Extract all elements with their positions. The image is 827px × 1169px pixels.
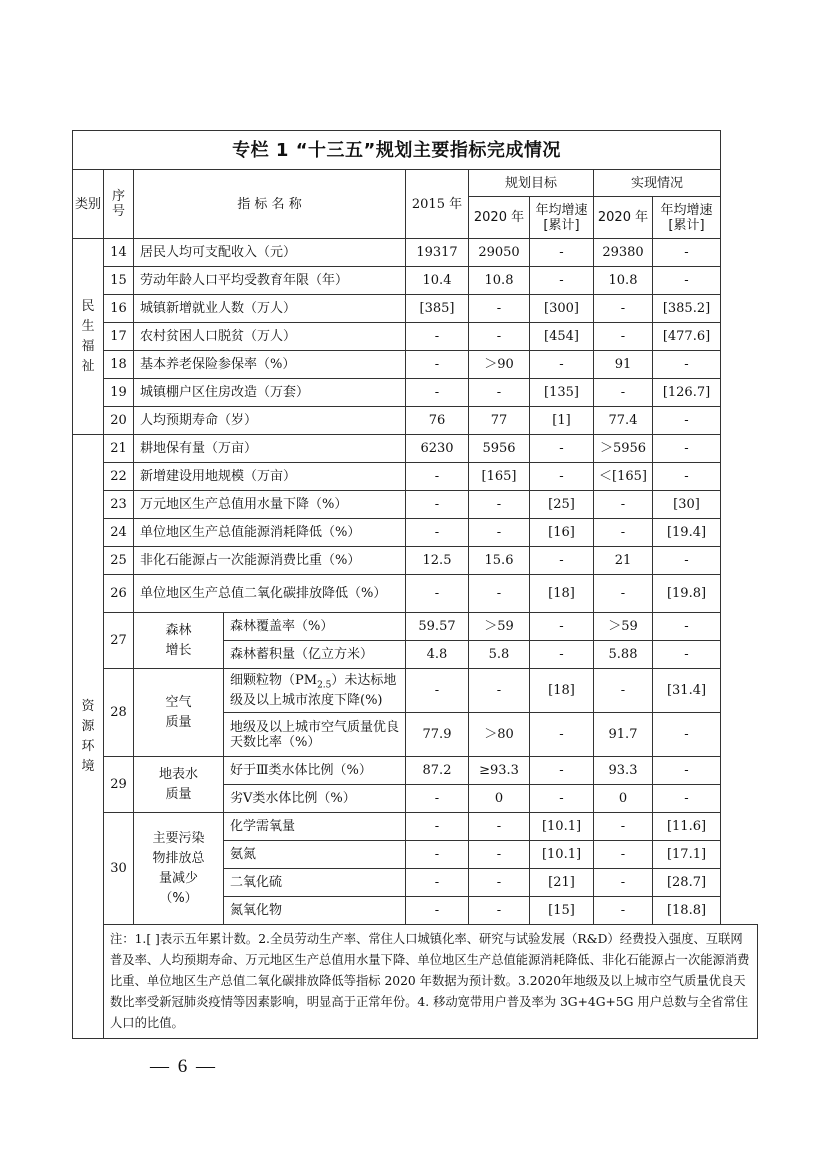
- cell-act-growth: -: [653, 239, 721, 267]
- cell-act2020: 29380: [594, 239, 653, 267]
- cell-act-growth: [11.6]: [653, 813, 721, 841]
- cell-v2015: -: [406, 519, 469, 547]
- header-no: 序号: [104, 170, 134, 239]
- cell-act2020: -: [594, 379, 653, 407]
- header-category: 类别: [73, 170, 104, 239]
- table-row: [73, 407, 758, 435]
- cell-plan-growth: -: [530, 463, 594, 491]
- table-note: 注：1.[ ]表示五年累计数。2.全员劳动生产率、常住人口城镇化率、研究与试验发展（R&D）经费投入强度、互联网普及率、人均预期寿命、万元地区生产总值用水量下降、单位地区生产总值能源消耗降低、非化石能源占一次能源消费比重、单位地区生产总值二氧化碳排放降低等指标 2020 年数据为预计数。3.2020年地级及以上城市空气质量优良天数比率受新冠肺炎疫情等因素影响，明显高于正常年份。4. 移动宽带用户普及率为 3G+4G+5G 用户总数与全省常住人口的比值。: [104, 925, 758, 1039]
- cell-indicator: 居民人均可支配收入（元）: [134, 239, 406, 267]
- subgroup-forest: 森林增长: [134, 613, 224, 669]
- table-row: [73, 267, 758, 295]
- table-row: [73, 379, 758, 407]
- cell-plan-growth: [1]: [530, 407, 594, 435]
- cell-indicator: 农村贫困人口脱贫（万人）: [134, 323, 406, 351]
- cell-act-growth: -: [653, 713, 721, 757]
- cell-indicator: 氮氧化物: [224, 897, 406, 925]
- cell-indicator: 非化石能源占一次能源消费比重（%）: [134, 547, 406, 575]
- cell-act-growth: [18.8]: [653, 897, 721, 925]
- table-row: [73, 613, 758, 641]
- cell-act-growth: -: [653, 785, 721, 813]
- cell-no: 29: [104, 757, 134, 813]
- category-welfare: 民生福祉: [73, 239, 104, 435]
- cell-act2020: 0: [594, 785, 653, 813]
- table-row: [73, 757, 758, 785]
- cell-v2015: 77.9: [406, 713, 469, 757]
- cell-indicator: 新增建设用地规模（万亩）: [134, 463, 406, 491]
- cell-plan2020: ＞90: [469, 351, 530, 379]
- cell-plan-growth: [15]: [530, 897, 594, 925]
- table-row: [73, 295, 758, 323]
- category-resources: 资源环境: [73, 435, 104, 1039]
- cell-act2020: -: [594, 897, 653, 925]
- cell-indicator: 地级及以上城市空气质量优良天数比率（%）: [224, 713, 406, 757]
- cell-v2015: -: [406, 841, 469, 869]
- cell-plan-growth: -: [530, 613, 594, 641]
- cell-plan-growth: [10.1]: [530, 813, 594, 841]
- cell-plan2020: ＞59: [469, 613, 530, 641]
- cell-plan2020: 0: [469, 785, 530, 813]
- cell-act-growth: [31.4]: [653, 669, 721, 713]
- indicator-table: [72, 130, 758, 1039]
- table-row: [73, 669, 758, 713]
- cell-plan-growth: -: [530, 757, 594, 785]
- cell-act2020: -: [594, 575, 653, 613]
- cell-indicator: 人均预期寿命（岁）: [134, 407, 406, 435]
- cell-indicator: 氨氮: [224, 841, 406, 869]
- cell-plan-growth: -: [530, 239, 594, 267]
- cell-act2020: -: [594, 519, 653, 547]
- cell-v2015: -: [406, 897, 469, 925]
- cell-plan-growth: -: [530, 267, 594, 295]
- subgroup-water: 地表水质量: [134, 757, 224, 813]
- cell-plan2020: ＞80: [469, 713, 530, 757]
- cell-no: 27: [104, 613, 134, 669]
- cell-plan2020: -: [469, 491, 530, 519]
- cell-indicator: 单位地区生产总值能源消耗降低（%）: [134, 519, 406, 547]
- cell-indicator: 城镇棚户区住房改造（万套）: [134, 379, 406, 407]
- cell-plan-growth: -: [530, 713, 594, 757]
- cell-act-growth: [477.6]: [653, 323, 721, 351]
- cell-plan-growth: -: [530, 351, 594, 379]
- header-actual-2020: 2020 年: [594, 197, 653, 239]
- cell-plan2020: 5956: [469, 435, 530, 463]
- cell-v2015: -: [406, 869, 469, 897]
- cell-act-growth: [19.8]: [653, 575, 721, 613]
- cell-plan2020: [165]: [469, 463, 530, 491]
- table-row: [73, 463, 758, 491]
- cell-indicator: 好于Ⅲ类水体比例（%）: [224, 757, 406, 785]
- cell-plan2020: -: [469, 669, 530, 713]
- table-row: [73, 239, 758, 267]
- cell-act2020: -: [594, 295, 653, 323]
- table-row: [73, 575, 758, 613]
- cell-indicator: 城镇新增就业人数（万人）: [134, 295, 406, 323]
- cell-plan-growth: [21]: [530, 869, 594, 897]
- header-actual-growth: 年均增速 [累计]: [653, 197, 721, 239]
- header-plan-growth: 年均增速 [累计]: [530, 197, 594, 239]
- cell-indicator: 劳动年龄人口平均受教育年限（年）: [134, 267, 406, 295]
- cell-plan2020: -: [469, 379, 530, 407]
- header-plan-2020: 2020 年: [469, 197, 530, 239]
- cell-v2015: -: [406, 491, 469, 519]
- cell-act2020: 93.3: [594, 757, 653, 785]
- table-row: [73, 323, 758, 351]
- cell-act-growth: -: [653, 547, 721, 575]
- cell-no: 26: [104, 575, 134, 613]
- cell-plan-growth: [25]: [530, 491, 594, 519]
- cell-no: 17: [104, 323, 134, 351]
- cell-v2015: -: [406, 575, 469, 613]
- cell-act2020: ＞59: [594, 613, 653, 641]
- cell-indicator: 万元地区生产总值用水量下降（%）: [134, 491, 406, 519]
- cell-plan-growth: [18]: [530, 669, 594, 713]
- cell-act2020: 10.8: [594, 267, 653, 295]
- cell-plan2020: -: [469, 519, 530, 547]
- cell-plan2020: -: [469, 869, 530, 897]
- cell-plan2020: 5.8: [469, 641, 530, 669]
- cell-act-growth: [19.4]: [653, 519, 721, 547]
- cell-plan-growth: [300]: [530, 295, 594, 323]
- cell-act-growth: -: [653, 267, 721, 295]
- cell-act2020: -: [594, 323, 653, 351]
- cell-act2020: -: [594, 491, 653, 519]
- cell-v2015: -: [406, 669, 469, 713]
- cell-v2015: 6230: [406, 435, 469, 463]
- cell-act2020: ＜[165]: [594, 463, 653, 491]
- cell-indicator: 二氧化硫: [224, 869, 406, 897]
- cell-no: 16: [104, 295, 134, 323]
- cell-v2015: 19317: [406, 239, 469, 267]
- subgroup-pollutant: 主要污染物排放总量减少（%）: [134, 813, 224, 925]
- cell-plan-growth: -: [530, 785, 594, 813]
- table-row: [73, 435, 758, 463]
- cell-no: 22: [104, 463, 134, 491]
- cell-v2015: -: [406, 323, 469, 351]
- cell-plan-growth: [16]: [530, 519, 594, 547]
- cell-act2020: 91: [594, 351, 653, 379]
- cell-no: 24: [104, 519, 134, 547]
- cell-plan2020: -: [469, 841, 530, 869]
- cell-act-growth: [385.2]: [653, 295, 721, 323]
- cell-indicator: 化学需氧量: [224, 813, 406, 841]
- cell-no: 21: [104, 435, 134, 463]
- cell-plan2020: -: [469, 295, 530, 323]
- cell-plan2020: -: [469, 897, 530, 925]
- cell-plan-growth: -: [530, 641, 594, 669]
- cell-act-growth: -: [653, 613, 721, 641]
- table-title: 专栏 1 “十三五”规划主要指标完成情况: [73, 131, 721, 170]
- header-2015: 2015 年: [406, 170, 469, 239]
- cell-act2020: -: [594, 813, 653, 841]
- cell-v2015: -: [406, 463, 469, 491]
- cell-no: 14: [104, 239, 134, 267]
- cell-plan2020: -: [469, 323, 530, 351]
- cell-plan-growth: -: [530, 435, 594, 463]
- cell-indicator: 劣Ⅴ类水体比例（%）: [224, 785, 406, 813]
- cell-v2015: -: [406, 351, 469, 379]
- cell-act2020: -: [594, 669, 653, 713]
- cell-act-growth: [30]: [653, 491, 721, 519]
- cell-plan2020: ≥93.3: [469, 757, 530, 785]
- table-row: [73, 813, 758, 841]
- cell-act-growth: -: [653, 351, 721, 379]
- header-actual: 实现情况: [594, 170, 721, 197]
- cell-no: 18: [104, 351, 134, 379]
- cell-act-growth: [28.7]: [653, 869, 721, 897]
- table-row: [73, 519, 758, 547]
- header-indicator: 指 标 名 称: [134, 170, 406, 239]
- cell-act-growth: -: [653, 757, 721, 785]
- cell-indicator: 细颗粒物$(PM_{2.5})$未达标地级及以上城市浓度下降(%): [224, 669, 406, 713]
- page-number: — 6 —: [150, 1056, 217, 1077]
- note-row: [73, 925, 758, 1039]
- cell-plan-growth: [454]: [530, 323, 594, 351]
- cell-plan2020: 29050: [469, 239, 530, 267]
- cell-no: 30: [104, 813, 134, 925]
- cell-plan-growth: [18]: [530, 575, 594, 613]
- table-row: [73, 491, 758, 519]
- table-row: [73, 351, 758, 379]
- cell-plan2020: -: [469, 575, 530, 613]
- cell-v2015: 10.4: [406, 267, 469, 295]
- cell-plan2020: 15.6: [469, 547, 530, 575]
- cell-plan-growth: [135]: [530, 379, 594, 407]
- cell-act-growth: -: [653, 435, 721, 463]
- indicator-table-frame: [72, 130, 758, 1039]
- cell-act-growth: [17.1]: [653, 841, 721, 869]
- cell-act2020: -: [594, 869, 653, 897]
- cell-v2015: 59.57: [406, 613, 469, 641]
- cell-v2015: -: [406, 785, 469, 813]
- cell-v2015: [385]: [406, 295, 469, 323]
- subgroup-air: 空气质量: [134, 669, 224, 757]
- cell-plan-growth: -: [530, 547, 594, 575]
- cell-no: 25: [104, 547, 134, 575]
- cell-act2020: 91.7: [594, 713, 653, 757]
- cell-no: 28: [104, 669, 134, 757]
- cell-v2015: 12.5: [406, 547, 469, 575]
- cell-plan2020: 77: [469, 407, 530, 435]
- cell-act2020: ＞5956: [594, 435, 653, 463]
- cell-indicator: 森林蓄积量（亿立方米）: [224, 641, 406, 669]
- cell-v2015: 76: [406, 407, 469, 435]
- cell-v2015: -: [406, 379, 469, 407]
- cell-no: 15: [104, 267, 134, 295]
- cell-act-growth: [126.7]: [653, 379, 721, 407]
- cell-v2015: -: [406, 813, 469, 841]
- cell-plan2020: 10.8: [469, 267, 530, 295]
- cell-act-growth: -: [653, 407, 721, 435]
- cell-no: 19: [104, 379, 134, 407]
- cell-act2020: -: [594, 841, 653, 869]
- cell-indicator: 基本养老保险参保率（%）: [134, 351, 406, 379]
- header-plan: 规划目标: [469, 170, 594, 197]
- cell-plan2020: -: [469, 813, 530, 841]
- cell-v2015: 4.8: [406, 641, 469, 669]
- cell-indicator: 耕地保有量（万亩）: [134, 435, 406, 463]
- cell-act2020: 77.4: [594, 407, 653, 435]
- cell-no: 23: [104, 491, 134, 519]
- table-row: [73, 547, 758, 575]
- cell-act-growth: -: [653, 463, 721, 491]
- cell-plan-growth: [10.1]: [530, 841, 594, 869]
- cell-indicator: 森林覆盖率（%）: [224, 613, 406, 641]
- cell-v2015: 87.2: [406, 757, 469, 785]
- cell-no: 20: [104, 407, 134, 435]
- cell-indicator: 单位地区生产总值二氧化碳排放降低（%）: [134, 575, 406, 613]
- cell-act-growth: -: [653, 641, 721, 669]
- cell-act2020: 21: [594, 547, 653, 575]
- cell-act2020: 5.88: [594, 641, 653, 669]
